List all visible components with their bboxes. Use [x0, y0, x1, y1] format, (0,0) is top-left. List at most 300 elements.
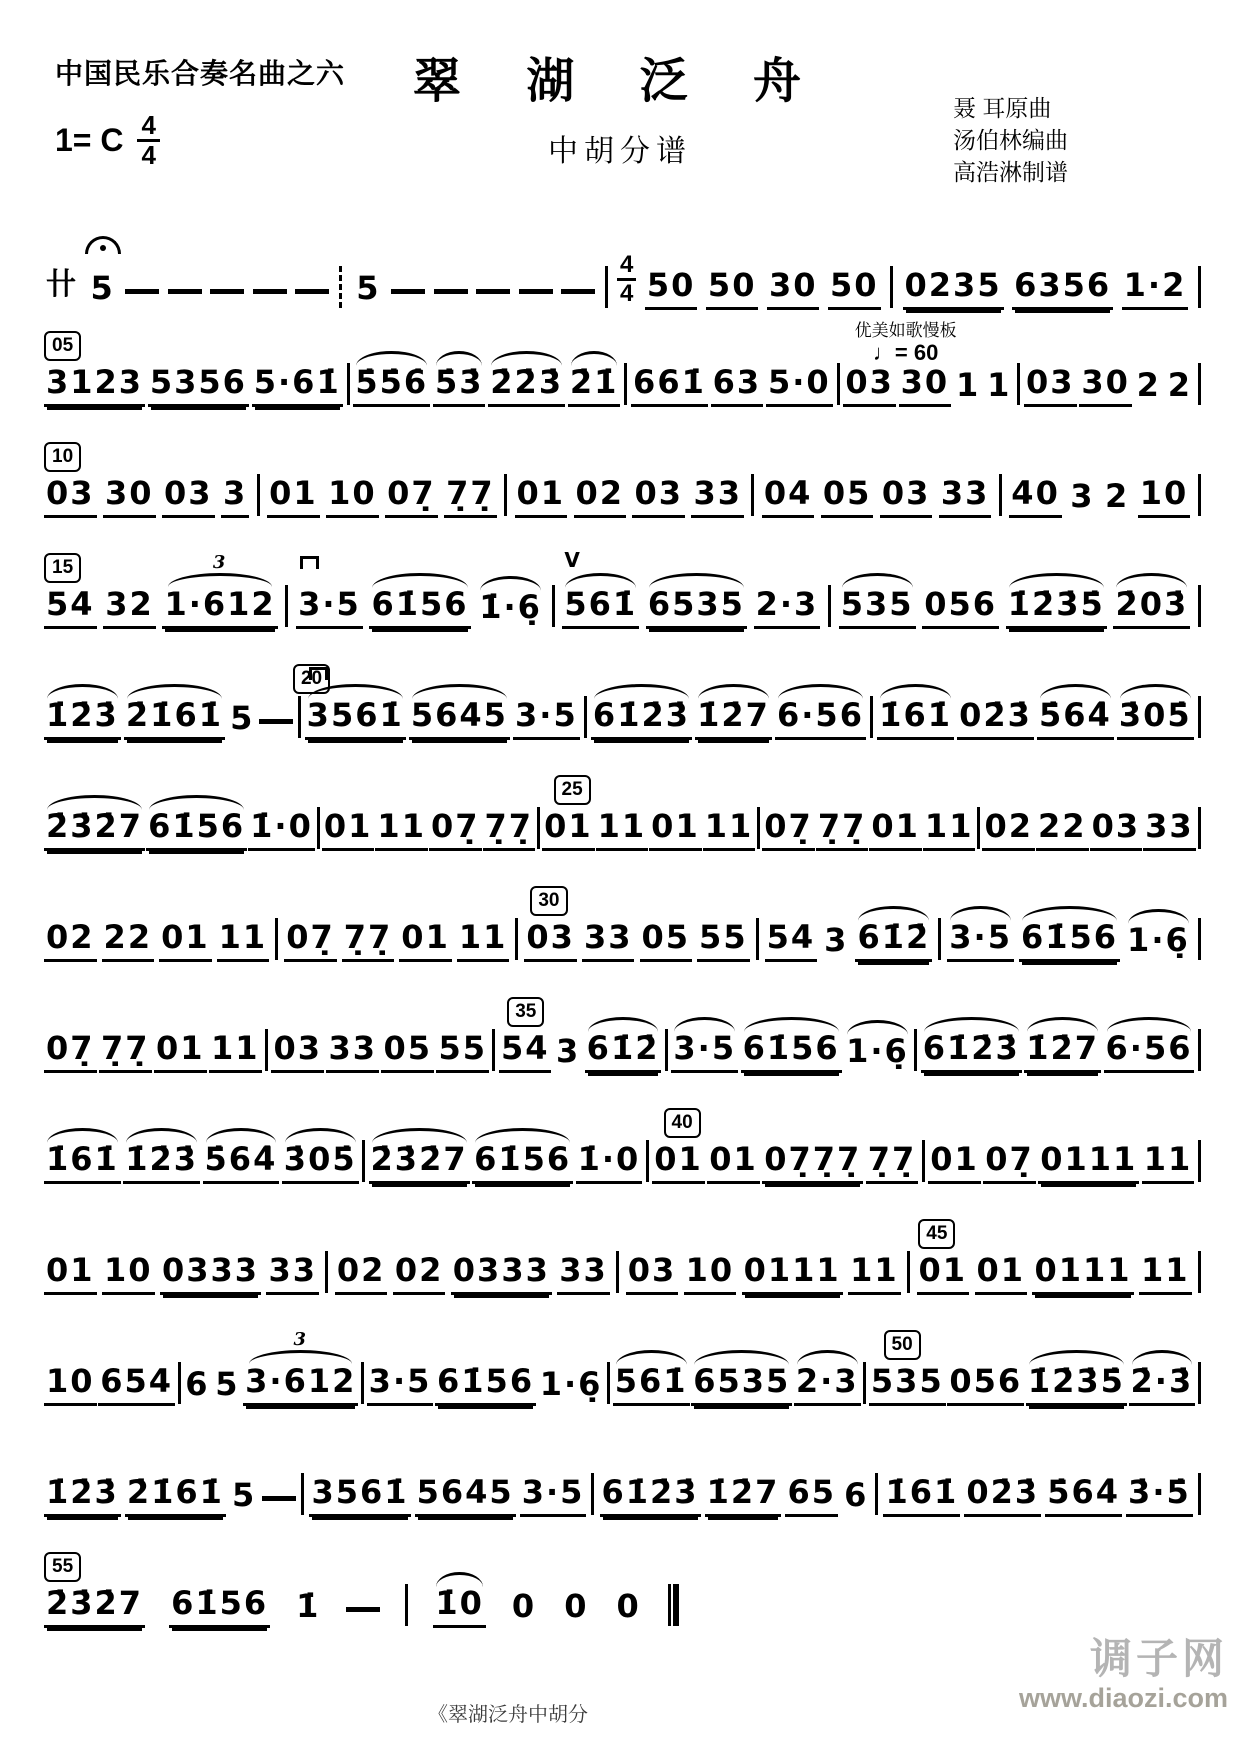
note-row	[44, 1029, 1202, 1073]
label-row	[44, 210, 1202, 252]
note-group: 2̇03̇	[1113, 588, 1190, 629]
sheet-header	[0, 0, 1240, 212]
note-row	[44, 696, 1202, 740]
note-group: 3·5	[520, 1476, 587, 1517]
note-group: 61̇56	[169, 1587, 270, 1628]
note-group: 7̣7̣	[342, 921, 395, 962]
credit-engraver: 高浩淋制谱	[953, 159, 1068, 185]
note-group: 1̇·0	[248, 810, 315, 851]
note-group: 05	[381, 1032, 434, 1073]
barline-single	[301, 1473, 304, 1515]
note-group: 33	[557, 1254, 610, 1295]
note-group: 55	[436, 1032, 489, 1073]
note-group: 33	[266, 1254, 319, 1295]
note-group: 03	[880, 477, 933, 518]
note-group: 03	[1090, 810, 1143, 851]
note-group: 54	[44, 588, 97, 629]
note-group: 07̣	[385, 477, 438, 518]
measure-number: 20	[293, 664, 330, 694]
note-group: 61̇56	[1019, 921, 1120, 962]
note-group: 056	[922, 588, 999, 629]
note-group: 6	[185, 1365, 210, 1403]
note-group: 01	[869, 810, 922, 851]
note-group: 1̇2̇3̇5̇	[1006, 588, 1107, 629]
watermark-url: www.diaozi.com	[1018, 1683, 1228, 1714]
duration-dash	[295, 289, 329, 294]
note-group: 50	[645, 269, 698, 310]
note-group: 1̇·6̣	[477, 591, 544, 629]
note-group: 07̣	[44, 1032, 97, 1073]
barline-single	[977, 807, 980, 849]
time-signature	[617, 252, 636, 308]
note-group: 7̣7̣	[99, 1032, 152, 1073]
note-group: 02	[44, 921, 97, 962]
tempo-text: 优美如歌慢板	[854, 321, 957, 341]
note-group: 2̇1̇61̇	[125, 1476, 226, 1517]
score-system	[44, 321, 1202, 432]
note-row	[44, 252, 1202, 310]
note-group: 6·56	[775, 699, 866, 740]
duration-dash	[253, 289, 287, 294]
note-group: 11	[848, 1254, 901, 1295]
note-group: 3123	[44, 366, 145, 407]
note-group: 1	[956, 366, 981, 404]
note-group: 61̇56	[369, 588, 470, 629]
duration-dash	[259, 719, 293, 724]
note-group: 3·5	[513, 699, 580, 740]
note-group: 33	[582, 921, 635, 962]
label-row	[44, 1431, 1202, 1473]
note-group: 33	[326, 1032, 379, 1073]
note-group: 33	[1143, 810, 1196, 851]
note-group: 3̇·5̇	[1126, 1476, 1193, 1517]
label-row	[44, 321, 1202, 363]
note-group: 1̇2̇3̇	[44, 699, 121, 740]
barline-single	[361, 1362, 364, 1404]
note-row	[44, 1251, 1202, 1295]
note-group: 30	[767, 269, 820, 310]
note-row	[44, 1362, 1202, 1406]
barline-single	[537, 807, 540, 849]
barline-single	[362, 1140, 365, 1182]
note-group: 61̇56	[741, 1032, 842, 1073]
barline-single	[624, 363, 627, 405]
note-group: 1̇·0	[576, 1143, 643, 1184]
note-group: 1̇	[296, 1587, 321, 1625]
note-group: 1̇2̇7	[705, 1476, 782, 1517]
note-group: 3·5	[296, 588, 363, 629]
note-group: 05	[640, 921, 693, 962]
note-group: 1̇2̇3̇5̇	[1026, 1365, 1127, 1406]
measure-number: 10	[44, 442, 81, 472]
note-group: 5645	[409, 699, 510, 740]
score	[44, 210, 1202, 1653]
note-row	[44, 1473, 1202, 1517]
series-label: 中国民乐合奏名曲之六	[55, 58, 346, 89]
note-group: 6	[844, 1476, 869, 1514]
note-group: 03	[271, 1032, 324, 1073]
barline-single	[504, 474, 507, 516]
duration-dash	[561, 289, 595, 294]
barline-single	[890, 266, 893, 308]
note-group: 07̣7̣7̣	[762, 1143, 863, 1184]
barline-single	[757, 807, 760, 849]
note-group: 2̇3̇2̇7	[44, 810, 145, 851]
barline-single	[1198, 585, 1201, 627]
barline-single	[837, 363, 840, 405]
barline-single	[922, 1140, 925, 1182]
note-group: 5·61̇	[252, 366, 343, 407]
note-group: 11	[1139, 1254, 1192, 1295]
measure-number: 50	[884, 1330, 921, 1360]
note-group: 30	[103, 477, 156, 518]
note-group: 2	[1105, 477, 1130, 515]
barline-single	[870, 696, 873, 738]
note-group: 7̣7̣	[483, 810, 536, 851]
note-group: 0333	[160, 1254, 261, 1295]
note-group: 61̇2̇3̇	[921, 1032, 1022, 1073]
note-group: 5	[230, 699, 255, 737]
note-group: 5̇3̇	[433, 366, 486, 407]
note-group: 63	[711, 366, 764, 407]
tempo-marking	[855, 322, 957, 365]
note-group: 1·612 3	[162, 588, 277, 629]
down-bow-icon	[309, 667, 328, 680]
duration-dash	[125, 289, 159, 294]
key-label: 1= C	[55, 122, 124, 159]
barline-single	[405, 1584, 408, 1626]
note-group: 01	[649, 810, 702, 851]
label-row	[44, 1209, 1202, 1251]
note-group: 01	[267, 477, 320, 518]
free-meter-symbol: 卄	[46, 266, 78, 302]
note-group: 5	[89, 272, 117, 310]
note-group: 11	[703, 810, 756, 851]
barline-single	[756, 918, 759, 960]
score-system	[44, 1320, 1202, 1431]
note-group: 7̣7̣	[816, 810, 869, 851]
note-group: 2	[1136, 366, 1161, 404]
label-row	[44, 876, 1202, 918]
score-system	[44, 876, 1202, 987]
note-group: 1·2	[1122, 269, 1189, 310]
watermark-site-name: 调子网	[1089, 1635, 1228, 1682]
note-group: 01	[44, 1254, 97, 1295]
measure-number: 40	[664, 1108, 701, 1138]
barline-single	[298, 696, 301, 738]
note-group: 33	[691, 477, 744, 518]
barline-single	[347, 363, 350, 405]
measure-number: 15	[44, 553, 81, 583]
note-group: 50	[706, 269, 759, 310]
note-group: 3·612 3	[243, 1365, 358, 1406]
score-system	[44, 987, 1202, 1098]
note-group: 61̇2̇	[585, 1032, 662, 1073]
note-group: 0111	[1038, 1143, 1139, 1184]
note-group: 2̇1̇61̇	[124, 699, 225, 740]
barline-single	[1198, 1473, 1201, 1515]
barline-single	[265, 1029, 268, 1071]
note-group: 3	[1070, 477, 1095, 515]
barline-single	[492, 1029, 495, 1071]
note-group: 5̇64̇	[1045, 1476, 1122, 1517]
note-group: 1̇61̇	[883, 1476, 960, 1517]
note-group: 2̇3̇2̇7	[44, 1587, 145, 1628]
duration-dash	[346, 1607, 380, 1612]
note-group: 61̇2̇3̇	[600, 1476, 701, 1517]
note-group: 61̇56	[472, 1143, 573, 1184]
label-row	[44, 432, 1202, 474]
note-group: 3·5	[947, 921, 1014, 962]
note-group: 1·6̣	[1125, 924, 1192, 962]
note-group: 0235	[903, 269, 1004, 310]
note-group: 2	[1167, 366, 1192, 404]
note-group: 10	[326, 477, 379, 518]
meter-denominator: 4	[141, 140, 156, 171]
barline-single	[607, 1362, 610, 1404]
note-group: 11	[209, 1032, 262, 1073]
note-row	[44, 474, 1202, 518]
note-group: 61̇56	[146, 810, 247, 851]
note-group: 01	[515, 477, 568, 518]
note-group: 5̇5̇6̇	[353, 366, 430, 407]
note-group: 03	[524, 921, 577, 962]
note-group: 661̇	[631, 366, 708, 407]
note-group: 65	[785, 1476, 838, 1517]
barline-final	[668, 1584, 679, 1626]
duration-dash	[210, 289, 244, 294]
barline-single	[828, 585, 831, 627]
note-group: 61̇2̇	[855, 921, 932, 962]
tempo-bpm: ♩= 60	[872, 339, 939, 365]
note-group: 3̇05̇	[282, 1143, 359, 1184]
barline-single	[257, 474, 260, 516]
note-group: 01	[928, 1143, 981, 1184]
note-row	[44, 548, 1202, 629]
score-system	[44, 1209, 1202, 1320]
meter-numerator: 4	[137, 112, 159, 142]
barline-single	[665, 1029, 668, 1071]
note-group: 03	[162, 477, 215, 518]
note-group: 7̣7̣	[444, 477, 497, 518]
note-group: 3̇05̇	[1117, 699, 1194, 740]
note-group: 02	[335, 1254, 388, 1295]
duration-dash	[476, 289, 510, 294]
measure-number: 45	[918, 1219, 955, 1249]
barline-dashed	[339, 266, 345, 308]
duration-dash	[519, 289, 553, 294]
barline-single	[325, 1251, 328, 1293]
note-group: 10	[1138, 477, 1191, 518]
note-group: 07̣	[983, 1143, 1036, 1184]
note-group: 535	[869, 1365, 946, 1406]
barline-single	[1198, 1251, 1201, 1293]
footer-caption: 《翠湖泛舟中胡分	[428, 1704, 588, 1726]
note-group: 54	[499, 1032, 552, 1073]
key-signature	[55, 112, 160, 170]
barline-single	[1017, 363, 1020, 405]
note-group: 1·6̣	[844, 1035, 911, 1073]
note-group: 01	[154, 1032, 207, 1073]
note-group: 6356	[1012, 269, 1113, 310]
credit-arranger: 汤伯林编曲	[953, 127, 1068, 153]
score-system	[44, 432, 1202, 543]
barline-single	[275, 918, 278, 960]
barline-single	[751, 474, 754, 516]
note-group: 11	[375, 810, 428, 851]
note-group: 5	[356, 268, 381, 307]
note-group: 6535	[646, 588, 747, 629]
watermark	[1019, 1636, 1228, 1715]
barline-single	[552, 585, 555, 627]
barline-single	[1198, 696, 1201, 738]
note-group: 0	[616, 1587, 641, 1625]
note-group: 02	[982, 810, 1035, 851]
barline-single	[1198, 1029, 1201, 1071]
note-group: 61̇56	[435, 1365, 536, 1406]
note-row	[44, 363, 1202, 407]
note-group: 11	[217, 921, 270, 962]
note-group: 056	[947, 1365, 1024, 1406]
note-group: 3	[824, 921, 849, 959]
note-group: 10	[684, 1254, 737, 1295]
note-group: 2̇·3̇	[1129, 1365, 1196, 1406]
credit-composer: 聂 耳原曲	[953, 95, 1052, 121]
note-group: 3	[555, 1032, 581, 1070]
barline-single	[584, 696, 587, 738]
note-group: 01	[399, 921, 452, 962]
score-system	[44, 1098, 1202, 1209]
note-group: 5	[215, 1365, 240, 1403]
barline-single	[515, 918, 518, 960]
measure-number: 35	[507, 997, 544, 1027]
note-group: 11	[923, 810, 976, 851]
note-group: 5645	[415, 1476, 516, 1517]
barline-single	[999, 474, 1002, 516]
note-group: 55	[697, 921, 750, 962]
score-system	[44, 1431, 1202, 1542]
note-group: 0111	[742, 1254, 843, 1295]
note-group: 01	[542, 810, 595, 851]
note-group: 1̇2̇7	[695, 699, 772, 740]
barline-single	[591, 1473, 594, 1515]
note-group: 3561̇	[309, 1476, 410, 1517]
barline-single	[178, 1362, 181, 1404]
note-group: 02	[393, 1254, 446, 1295]
barline-single	[317, 807, 320, 849]
barline-single	[863, 1362, 866, 1404]
note-group: 1̇2̇3̇	[123, 1143, 200, 1184]
note-group: 1̇2̇7	[1024, 1032, 1101, 1073]
note-group: 5·0	[766, 366, 833, 407]
barline-single	[1198, 918, 1201, 960]
note-group: 1	[987, 366, 1012, 404]
note-group: 0111	[1032, 1254, 1133, 1295]
up-bow-icon: V	[564, 548, 582, 572]
note-group: 32	[103, 588, 156, 629]
page-title: 翠 湖 泛 舟	[412, 55, 827, 108]
note-group: 07̣	[429, 810, 482, 851]
note-row	[44, 807, 1202, 851]
part-subtitle: 中胡分谱	[548, 135, 692, 168]
note-group: 2·3	[754, 588, 821, 629]
note-group: 535	[839, 588, 916, 629]
note-row	[44, 1584, 1202, 1628]
meter-fraction	[137, 112, 159, 170]
note-group: 561̇ V	[562, 588, 639, 629]
note-group: 33	[939, 477, 992, 518]
note-group: 30	[899, 366, 952, 407]
timesig-denominator: 4	[620, 280, 634, 308]
note-group: 11	[1142, 1143, 1195, 1184]
duration-dash	[168, 289, 202, 294]
note-group: 0	[564, 1587, 589, 1625]
score-system	[44, 654, 1202, 765]
note-group: 6·56	[1104, 1032, 1195, 1073]
score-system	[44, 765, 1202, 876]
note-group: 07̣	[762, 810, 815, 851]
measure-number: 05	[44, 331, 81, 361]
note-group: 03	[632, 477, 685, 518]
note-group: 03	[843, 366, 896, 407]
note-group: 1̇61̇	[44, 1143, 121, 1184]
barline-single	[646, 1140, 649, 1182]
note-group: 03	[44, 477, 97, 518]
note-group: 03	[626, 1254, 679, 1295]
note-group: 1̇61̇	[877, 699, 954, 740]
barline-single	[907, 1251, 910, 1293]
duration-dash	[391, 289, 425, 294]
note-group: 0333	[451, 1254, 552, 1295]
note-row	[44, 1140, 1202, 1184]
note-group: 5̇64̇	[203, 1143, 280, 1184]
duration-dash	[434, 289, 468, 294]
note-group: 3·5	[671, 1032, 738, 1073]
label-row	[44, 1542, 1202, 1584]
note-group: 5	[231, 1476, 257, 1514]
note-group: 5356	[148, 366, 249, 407]
note-group: 5̇64̇	[1037, 699, 1114, 740]
note-group: 01	[975, 1254, 1028, 1295]
barline-single	[285, 585, 288, 627]
note-group: 22	[102, 921, 155, 962]
barline-single	[1198, 474, 1201, 516]
note-group: 0	[511, 1587, 537, 1625]
note-group: 07̣	[284, 921, 337, 962]
note-group: 01	[707, 1143, 760, 1184]
measure-number: 25	[554, 775, 591, 805]
barline-single	[1198, 1140, 1201, 1182]
credits-block	[953, 92, 1068, 188]
note-group: 3	[221, 477, 249, 518]
note-group: 2·3	[794, 1365, 861, 1406]
note-group: 1̇0	[433, 1587, 486, 1628]
note-group: 1̇2̇3̇	[44, 1476, 121, 1517]
note-group: 561̇	[613, 1365, 690, 1406]
note-group: 22	[1036, 810, 1089, 851]
barline-single	[938, 918, 941, 960]
note-group: 11	[596, 810, 649, 851]
barline-single	[1198, 363, 1201, 405]
note-group: 6535	[691, 1365, 792, 1406]
note-group: 10	[102, 1254, 155, 1295]
barline-single	[605, 266, 608, 308]
barline-single	[1198, 266, 1201, 308]
note-group: 2̇1̇	[568, 366, 621, 407]
barline-single	[914, 1029, 917, 1071]
note-group: 3561̇	[305, 699, 406, 740]
note-group: 10	[44, 1365, 97, 1406]
